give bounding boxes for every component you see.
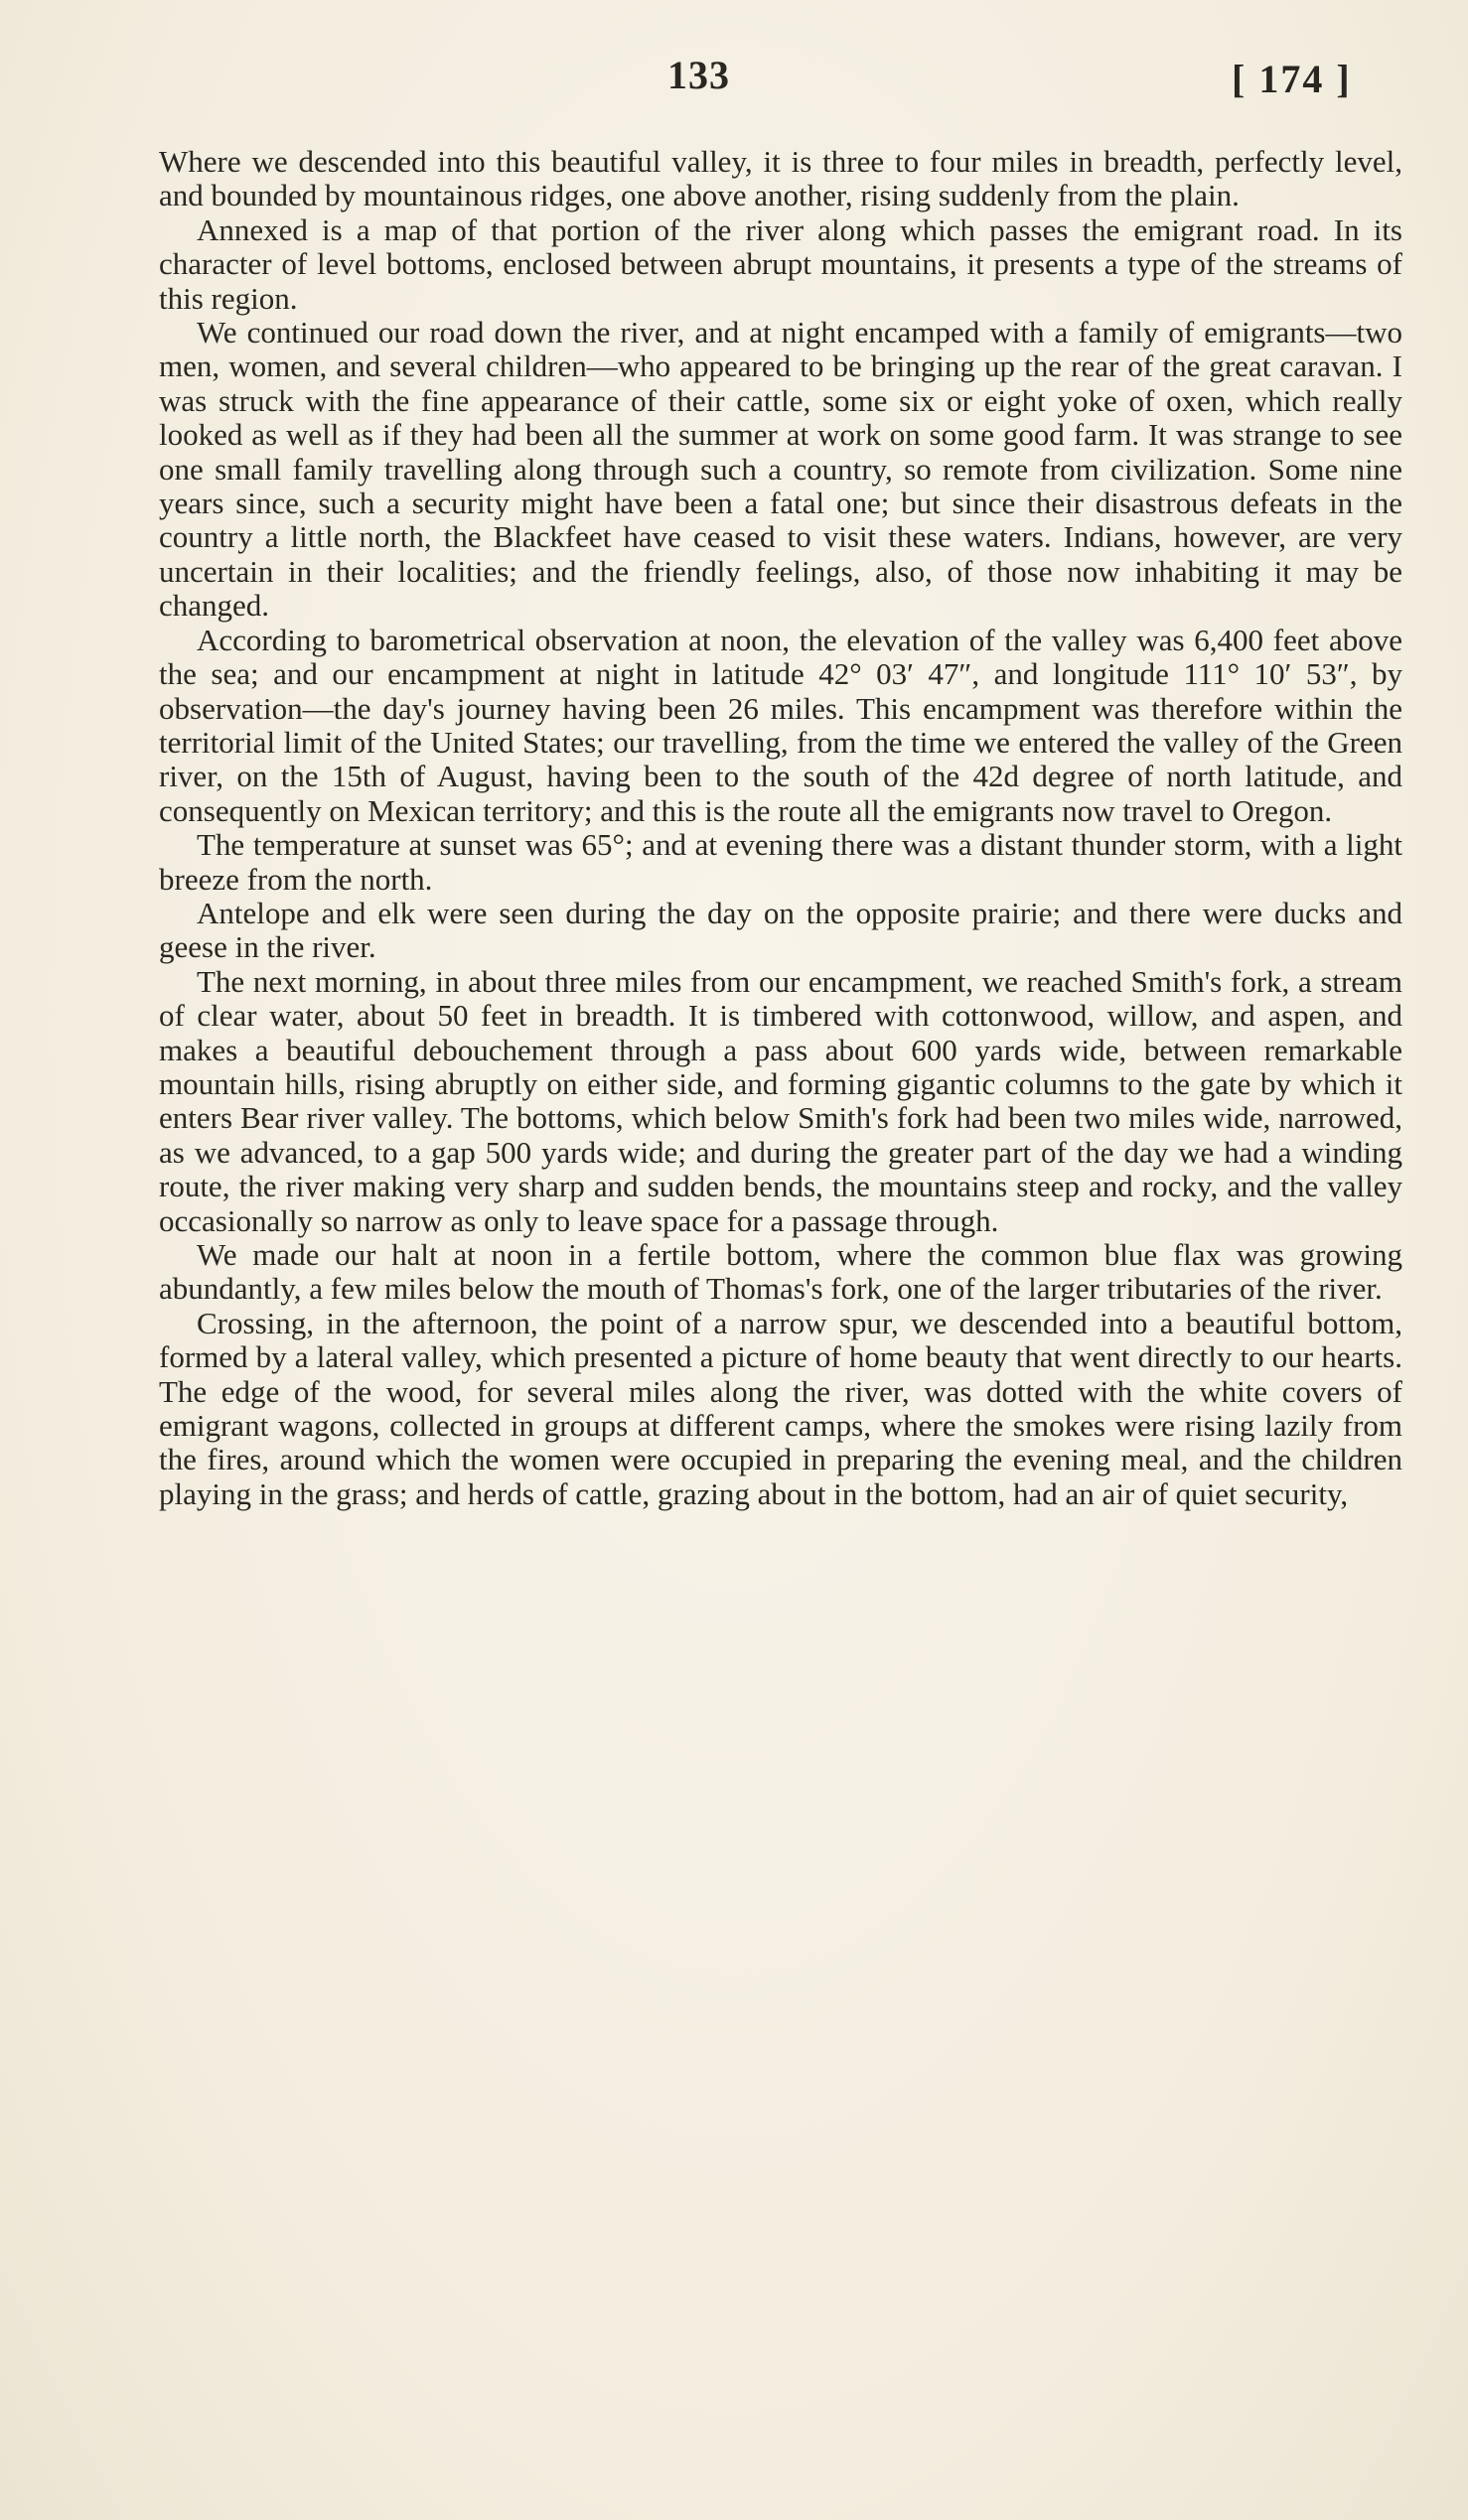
paragraph: The next morning, in about three miles from our encampment, we reached Smith's fork, a stream of clear water, about 50 feet in breadth. It is timbered with cottonwood, willow, and aspen, and makes a beautiful debouchement through a pass about 600 yards wide, between remarkable mountain hills, rising abruptly on either side, and forming gigantic columns to the gate by which it enters Bear river valley. The bottoms, which below Smith's fork had been two miles wide, narrowed, as we advanced, to a gap 500 yards wide; and during the greater part of the day we had a winding route, the river making very sharp and sudden bends, the mountains steep and rocky, and the valley occasionally so narrow as only to leave space for a passage through. bbox=[159, 963, 1402, 1238]
paragraph: We made our halt at noon in a fertile bottom, where the common blue flax was growing abundantly, a few miles below the mouth of Thomas's fork, one of the larger tributaries of the river. bbox=[159, 1237, 1402, 1307]
body-text bbox=[159, 145, 1402, 1511]
document-number: [ 174 ] bbox=[1232, 57, 1352, 101]
paragraph: Annexed is a map of that portion of the river along which passes the emigrant road. In its character of level bottoms, enclosed between abrupt mountains, it presents a type of the streams of this region. bbox=[159, 211, 1402, 316]
page-header bbox=[0, 52, 1468, 121]
paragraph: Crossing, in the afternoon, the point of a narrow spur, we descended into a beautiful bottom, formed by a lateral valley, which presented a picture of home beauty that went directly to our hearts. The edge of the wood, for several miles along the river, was dotted with the white covers of emigrant wagons, collected in groups at different camps, where the smokes were rising lazily from the fires, around which the women were occupied in preparing the evening meal, and the children playing in the grass; and herds of cattle, grazing about in the bottom, had an air of quiet security, bbox=[159, 1305, 1402, 1511]
paragraph: According to barometrical observation at noon, the elevation of the valley was 6,400 feet above the sea; and our encampment at night in latitude 42° 03′ 47″, and longitude 111° 10′ 53″, by observation—the day's journey having been 26 miles. This encampment was therefore within the territorial limit of the United States; our travelling, from the time we entered the valley of the Green river, on the 15th of August, having been to the south of the 42d degree of north latitude, and consequently on Mexican territory; and this is the route all the emigrants now travel to Oregon. bbox=[159, 622, 1402, 828]
paragraph: Where we descended into this beautiful valley, it is three to four miles in breadth, perfectly level, and bounded by mountainous ridges, one above another, rising suddenly from the plain. bbox=[159, 144, 1402, 213]
page-number: 133 bbox=[667, 53, 730, 97]
paragraph: We continued our road down the river, and at night encamped with a family of emigrants—two men, women, and several children—who appeared to be bringing up the rear of the great caravan. I was struck with the fine appearance of their cattle, some six or eight yoke of oxen, which really looked as well as if they had been all the summer at work on some good farm. It was strange to see one small family travelling along through such a country, so remote from civilization. Some nine years since, such a security might have been a fatal one; but since their disastrous defeats in the country a little north, the Blackfeet have ceased to visit these waters. Indians, however, are very uncertain in their localities; and the friendly feelings, also, of those now inhabiting it may be changed. bbox=[159, 315, 1402, 624]
paragraph: The temperature at sunset was 65°; and at evening there was a distant thunder storm, with a light breeze from the north. bbox=[159, 827, 1402, 897]
paragraph: Antelope and elk were seen during the day on the opposite prairie; and there were ducks and geese in the river. bbox=[159, 895, 1402, 965]
